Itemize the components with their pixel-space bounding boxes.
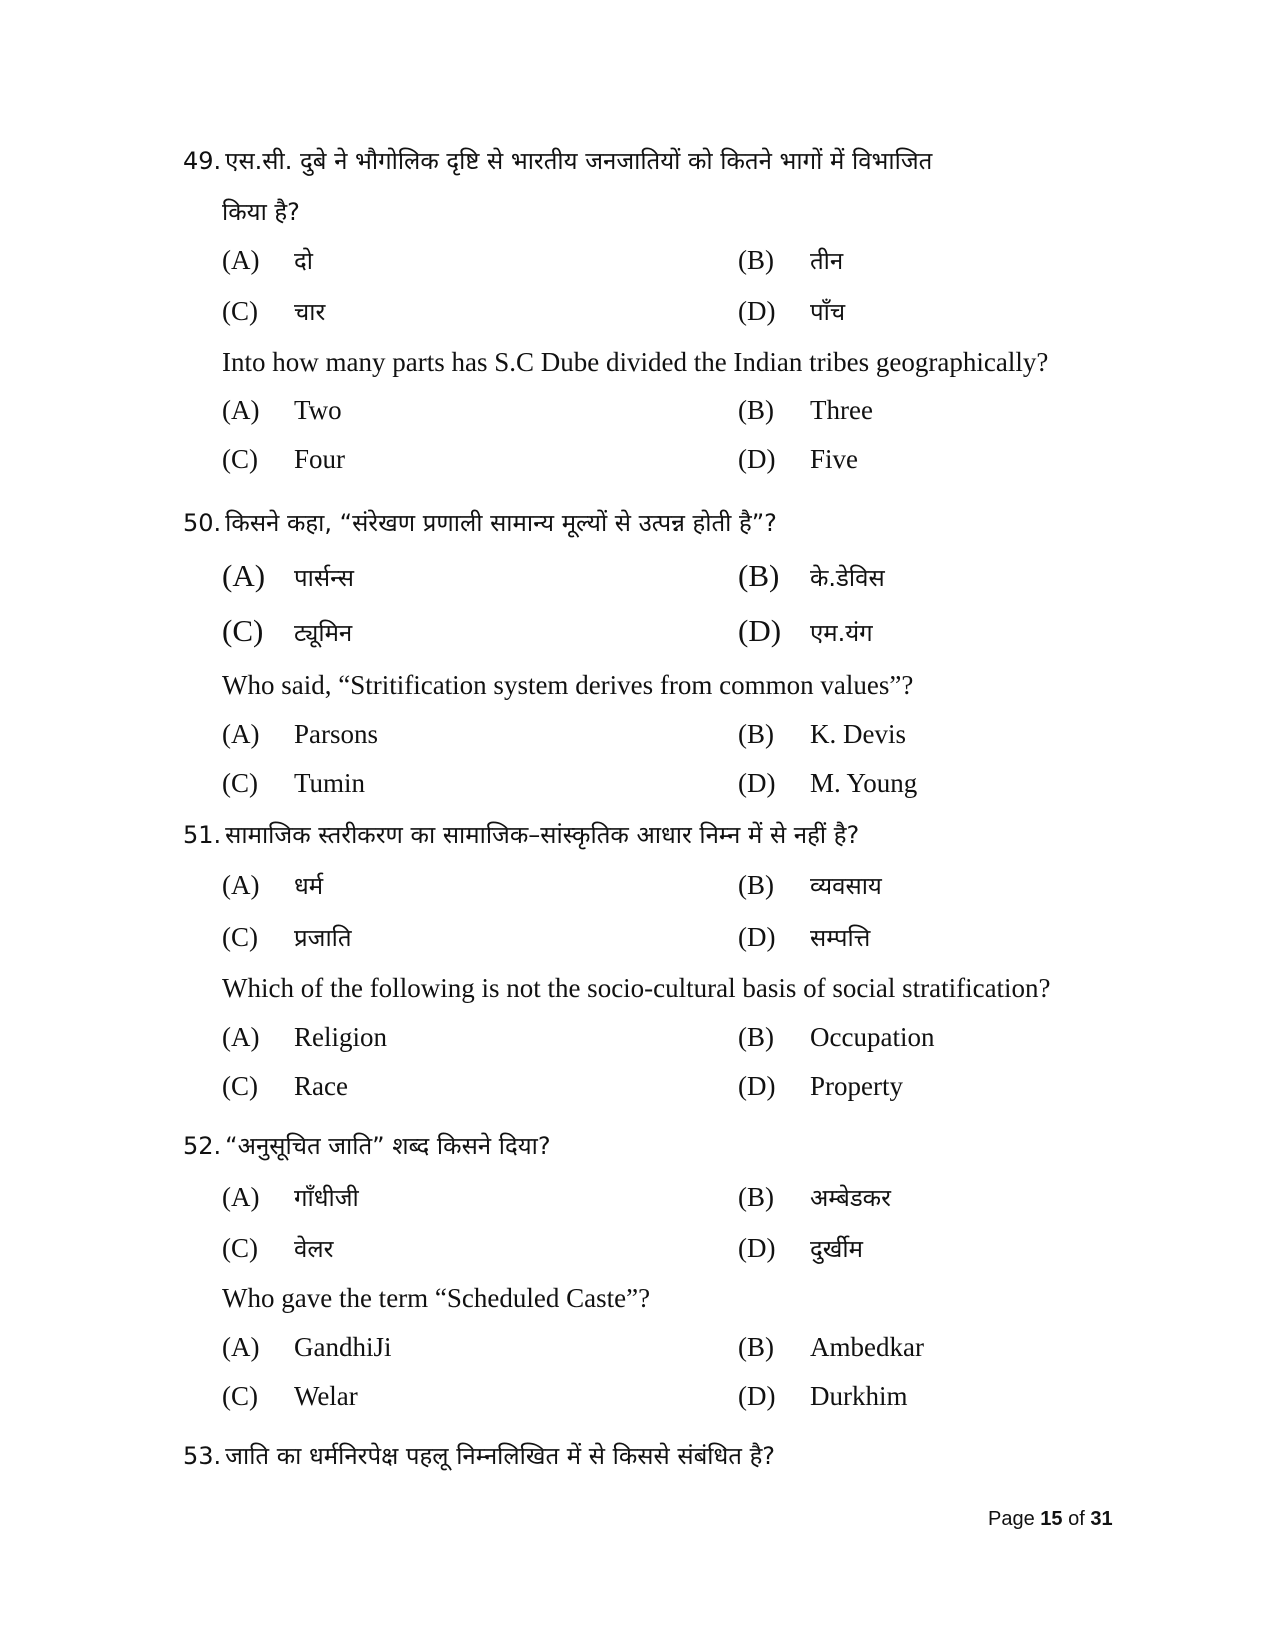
option-text: के.डेविस xyxy=(810,564,885,592)
option-text: गाँधीजी xyxy=(294,1184,359,1212)
option-text: दो xyxy=(294,247,313,275)
option-c-hindi xyxy=(222,613,352,649)
option-text: तीन xyxy=(810,247,844,275)
option-text: Five xyxy=(810,444,859,474)
option-label: (C) xyxy=(222,922,258,952)
question-hindi: एस.सी. दुबे ने भौगोलिक दृष्टि से भारतीय जनजातियों को कितने भागों में विभाजित xyxy=(225,147,933,175)
option-text: वेलर xyxy=(294,1235,334,1263)
option-c-hindi xyxy=(222,921,352,954)
option-a-hindi xyxy=(222,869,323,902)
option-b-hindi xyxy=(738,1181,891,1214)
question-english: Who said, “Stritification system derives from common values”? xyxy=(222,670,914,700)
option-b-english xyxy=(738,719,906,750)
question-hindi: किसने कहा, “संरेखण प्रणाली सामान्य मूल्यों से उत्पन्न होती है”? xyxy=(225,509,777,537)
page-prefix: Page xyxy=(988,1508,1035,1530)
question-number: 52. xyxy=(183,1132,222,1160)
option-label: (B) xyxy=(738,870,774,900)
option-label: (D) xyxy=(738,922,776,952)
option-text: GandhiJi xyxy=(294,1332,392,1362)
option-label: (C) xyxy=(222,1233,258,1263)
option-label: (A) xyxy=(222,395,260,425)
option-label: (B) xyxy=(738,1182,774,1212)
option-text: M. Young xyxy=(810,768,918,798)
page-number xyxy=(988,1508,1113,1531)
option-text: धर्म xyxy=(294,872,324,900)
option-d-hindi xyxy=(738,921,870,954)
option-a-hindi xyxy=(222,558,354,594)
option-label: (C) xyxy=(222,768,258,798)
option-b-hindi xyxy=(738,558,885,594)
option-label: (D) xyxy=(738,444,776,474)
option-text: पाँच xyxy=(810,298,846,326)
option-label: (C) xyxy=(222,1381,258,1411)
question-52 xyxy=(183,1129,551,1162)
option-b-hindi xyxy=(738,244,843,277)
option-label: (C) xyxy=(222,1071,258,1101)
option-text: Ambedkar xyxy=(810,1332,924,1362)
option-d-english xyxy=(738,1071,903,1102)
option-b-english xyxy=(738,1022,934,1053)
option-text: अम्बेडकर xyxy=(810,1184,891,1212)
option-text: प्रजाति xyxy=(294,924,352,952)
option-d-hindi xyxy=(738,295,845,328)
option-label: (C) xyxy=(222,296,258,326)
option-label: (B) xyxy=(738,719,774,749)
option-label: (B) xyxy=(738,558,780,593)
option-text: पार्सन्स xyxy=(294,564,355,592)
page-total: 31 xyxy=(1090,1508,1113,1530)
question-number: 49. xyxy=(183,147,222,175)
option-label: (C) xyxy=(222,613,264,648)
question-number: 50. xyxy=(183,509,222,537)
question-50 xyxy=(183,506,777,539)
option-text: Religion xyxy=(294,1022,387,1052)
option-label: (D) xyxy=(738,296,776,326)
option-b-hindi xyxy=(738,869,882,902)
option-c-english xyxy=(222,1071,348,1102)
option-a-english xyxy=(222,719,378,750)
option-a-english xyxy=(222,1332,392,1363)
option-text: Welar xyxy=(294,1381,358,1411)
page-of: of xyxy=(1068,1508,1085,1530)
option-d-english xyxy=(738,1381,908,1412)
question-number: 51. xyxy=(183,821,222,849)
option-text: Race xyxy=(294,1071,348,1101)
option-label: (B) xyxy=(738,1022,774,1052)
option-label: (A) xyxy=(222,719,260,749)
option-a-english xyxy=(222,395,342,426)
option-d-hindi xyxy=(738,613,873,649)
option-label: (B) xyxy=(738,1332,774,1362)
option-c-english xyxy=(222,444,345,475)
option-text: ट्यूमिन xyxy=(294,619,353,647)
question-hindi-continued: किया है? xyxy=(222,198,300,226)
question-49 xyxy=(183,144,932,177)
option-c-hindi xyxy=(222,295,325,328)
option-label: (B) xyxy=(738,245,774,275)
option-label: (D) xyxy=(738,1071,776,1101)
option-text: Property xyxy=(810,1071,903,1101)
question-51 xyxy=(183,818,859,851)
option-text: Two xyxy=(294,395,342,425)
option-label: (C) xyxy=(222,444,258,474)
option-label: (B) xyxy=(738,395,774,425)
question-53 xyxy=(183,1439,775,1472)
option-c-hindi xyxy=(222,1232,333,1265)
option-d-english xyxy=(738,444,858,475)
option-b-english xyxy=(738,395,873,426)
option-d-english xyxy=(738,768,917,799)
option-text: Occupation xyxy=(810,1022,935,1052)
option-a-hindi xyxy=(222,1181,359,1214)
option-text: दुर्खीम xyxy=(810,1235,863,1263)
option-d-hindi xyxy=(738,1232,863,1265)
option-label: (A) xyxy=(222,558,266,593)
question-hindi: जाति का धर्मनिरपेक्ष पहलू निम्नलिखित में से किससे संबंधित है? xyxy=(225,1442,776,1470)
option-label: (D) xyxy=(738,1381,776,1411)
option-text: व्यवसाय xyxy=(810,872,882,900)
page-current: 15 xyxy=(1040,1508,1063,1530)
question-hindi: “अनुसूचित जाति” शब्द किसने दिया? xyxy=(225,1132,551,1160)
question-english: Which of the following is not the socio-cultural basis of social stratification? xyxy=(222,973,1051,1003)
option-c-english xyxy=(222,1381,358,1412)
option-c-english xyxy=(222,768,365,799)
option-text: K. Devis xyxy=(810,719,906,749)
question-number: 53. xyxy=(183,1442,222,1470)
option-label: (A) xyxy=(222,870,260,900)
option-label: (D) xyxy=(738,768,776,798)
option-text: Parsons xyxy=(294,719,379,749)
option-text: Four xyxy=(294,444,346,474)
option-label: (A) xyxy=(222,1332,260,1362)
option-text: Tumin xyxy=(294,768,366,798)
option-b-english xyxy=(738,1332,924,1363)
option-label: (A) xyxy=(222,1182,260,1212)
option-label: (D) xyxy=(738,1233,776,1263)
option-a-english xyxy=(222,1022,387,1053)
option-text: चार xyxy=(294,298,326,326)
question-hindi: सामाजिक स्तरीकरण का सामाजिक–सांस्कृतिक आधार निम्न में से नहीं है? xyxy=(225,821,860,849)
option-text: Durkhim xyxy=(810,1381,908,1411)
option-text: Three xyxy=(810,395,873,425)
option-text: सम्पत्ति xyxy=(810,924,871,952)
option-label: (A) xyxy=(222,245,260,275)
option-text: एम.यंग xyxy=(810,619,873,647)
option-a-hindi xyxy=(222,244,313,277)
question-english: Who gave the term “Scheduled Caste”? xyxy=(222,1283,651,1313)
question-english: Into how many parts has S.C Dube divided the Indian tribes geographically? xyxy=(222,347,1049,377)
option-label: (D) xyxy=(738,613,782,648)
option-label: (A) xyxy=(222,1022,260,1052)
